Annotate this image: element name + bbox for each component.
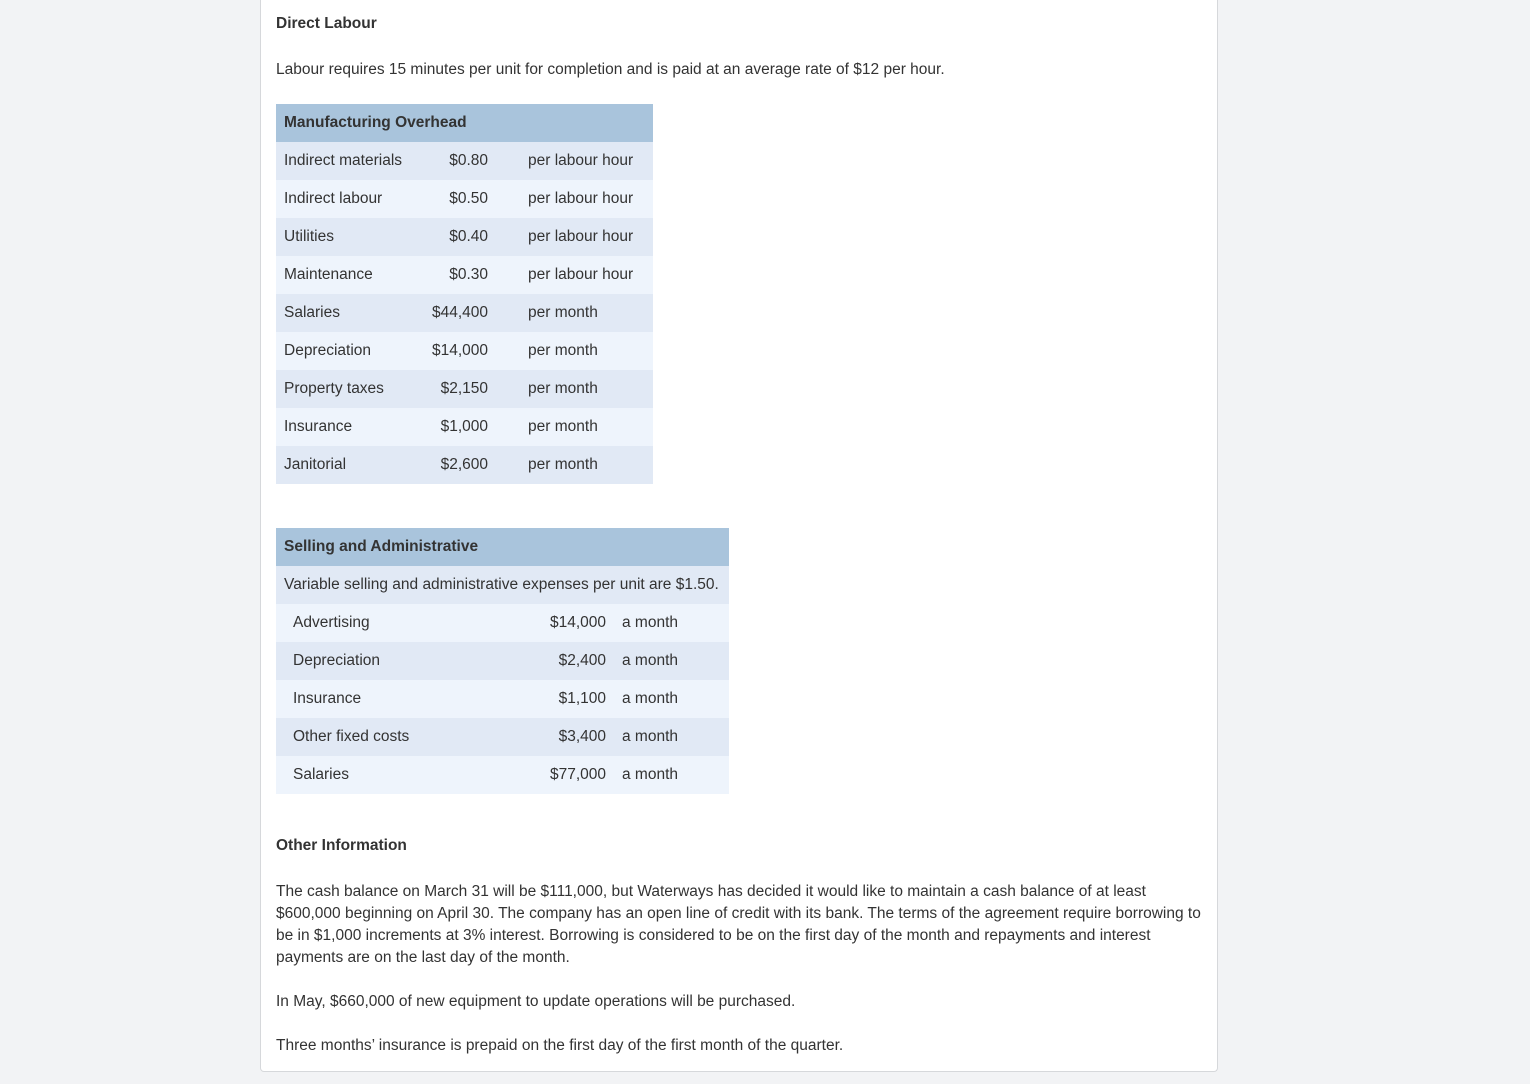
- item-amount: $77,000: [522, 756, 622, 794]
- table-header-row: [276, 104, 653, 142]
- item-amount: $3,400: [522, 718, 622, 756]
- item-amount: $2,150: [424, 370, 520, 408]
- item-label: Advertising: [276, 604, 522, 642]
- table-row: [276, 756, 729, 794]
- item-label: Salaries: [276, 756, 522, 794]
- item-basis: a month: [622, 680, 729, 718]
- direct-labour-text: Labour requires 15 minutes per unit for completion and is paid at an average rate of $12 per hour.: [276, 61, 945, 78]
- item-basis: a month: [622, 642, 729, 680]
- table-row: [276, 446, 653, 484]
- table-row: [276, 180, 653, 218]
- item-amount: $0.40: [424, 218, 520, 256]
- table-row: [276, 566, 729, 604]
- table-row: [276, 642, 729, 680]
- table-row: [276, 718, 729, 756]
- item-label: Maintenance: [276, 256, 424, 294]
- item-label: Utilities: [276, 218, 424, 256]
- item-basis: per month: [520, 294, 653, 332]
- table-row: [276, 218, 653, 256]
- item-amount: $2,400: [522, 642, 622, 680]
- item-label: Insurance: [276, 680, 522, 718]
- variable-expense-note: Variable selling and administrative expenses per unit are $1.50.: [276, 566, 729, 604]
- table-row: [276, 332, 653, 370]
- item-amount: $44,400: [424, 294, 520, 332]
- item-label: Salaries: [276, 294, 424, 332]
- insurance-paragraph: Three months’ insurance is prepaid on the first day of the first month of the quarter.: [276, 1037, 844, 1054]
- table-row: [276, 142, 653, 180]
- item-amount: $1,100: [522, 680, 622, 718]
- item-basis: a month: [622, 604, 729, 642]
- equipment-paragraph: In May, $660,000 of new equipment to update operations will be purchased.: [276, 993, 796, 1010]
- item-label: Indirect materials: [276, 142, 424, 180]
- manufacturing-overhead-title: Manufacturing Overhead: [276, 104, 653, 142]
- item-basis: a month: [622, 756, 729, 794]
- table-row: [276, 680, 729, 718]
- table-row: [276, 604, 729, 642]
- other-information-heading: Other Information: [276, 837, 407, 854]
- item-basis: per labour hour: [520, 180, 653, 218]
- item-label: Depreciation: [276, 642, 522, 680]
- item-label: Depreciation: [276, 332, 424, 370]
- item-basis: per month: [520, 446, 653, 484]
- item-label: Property taxes: [276, 370, 424, 408]
- item-amount: $1,000: [424, 408, 520, 446]
- item-label: Other fixed costs: [276, 718, 522, 756]
- table-row: [276, 256, 653, 294]
- item-amount: $14,000: [424, 332, 520, 370]
- item-label: Insurance: [276, 408, 424, 446]
- item-label: Janitorial: [276, 446, 424, 484]
- item-amount: $14,000: [522, 604, 622, 642]
- cash-balance-paragraph: The cash balance on March 31 will be $111,000, but Waterways has decided it would like to maintain a cash balance of at least $600,000 beginning on April 30. The company has an open line of credit with its bank. The terms of the agreement require borrowing to be in $1,000 increments at 3% interest. Borrowing is considered to be on the first day of the month and repayments and interest payments are on the last day of the month.: [276, 883, 1201, 966]
- table-row: [276, 370, 653, 408]
- content-card: [260, 0, 1218, 1072]
- item-basis: per labour hour: [520, 256, 653, 294]
- item-basis: per labour hour: [520, 142, 653, 180]
- item-basis: a month: [622, 718, 729, 756]
- selling-admin-title: Selling and Administrative: [276, 528, 729, 566]
- item-basis: per labour hour: [520, 218, 653, 256]
- direct-labour-heading: Direct Labour: [276, 15, 377, 32]
- item-amount: $0.30: [424, 256, 520, 294]
- table-row: [276, 408, 653, 446]
- item-basis: per month: [520, 332, 653, 370]
- item-amount: $0.50: [424, 180, 520, 218]
- item-amount: $0.80: [424, 142, 520, 180]
- item-label: Indirect labour: [276, 180, 424, 218]
- item-basis: per month: [520, 408, 653, 446]
- item-amount: $2,600: [424, 446, 520, 484]
- manufacturing-overhead-table: [276, 104, 653, 484]
- table-header-row: [276, 528, 729, 566]
- item-basis: per month: [520, 370, 653, 408]
- table-row: [276, 294, 653, 332]
- selling-admin-table: [276, 528, 729, 794]
